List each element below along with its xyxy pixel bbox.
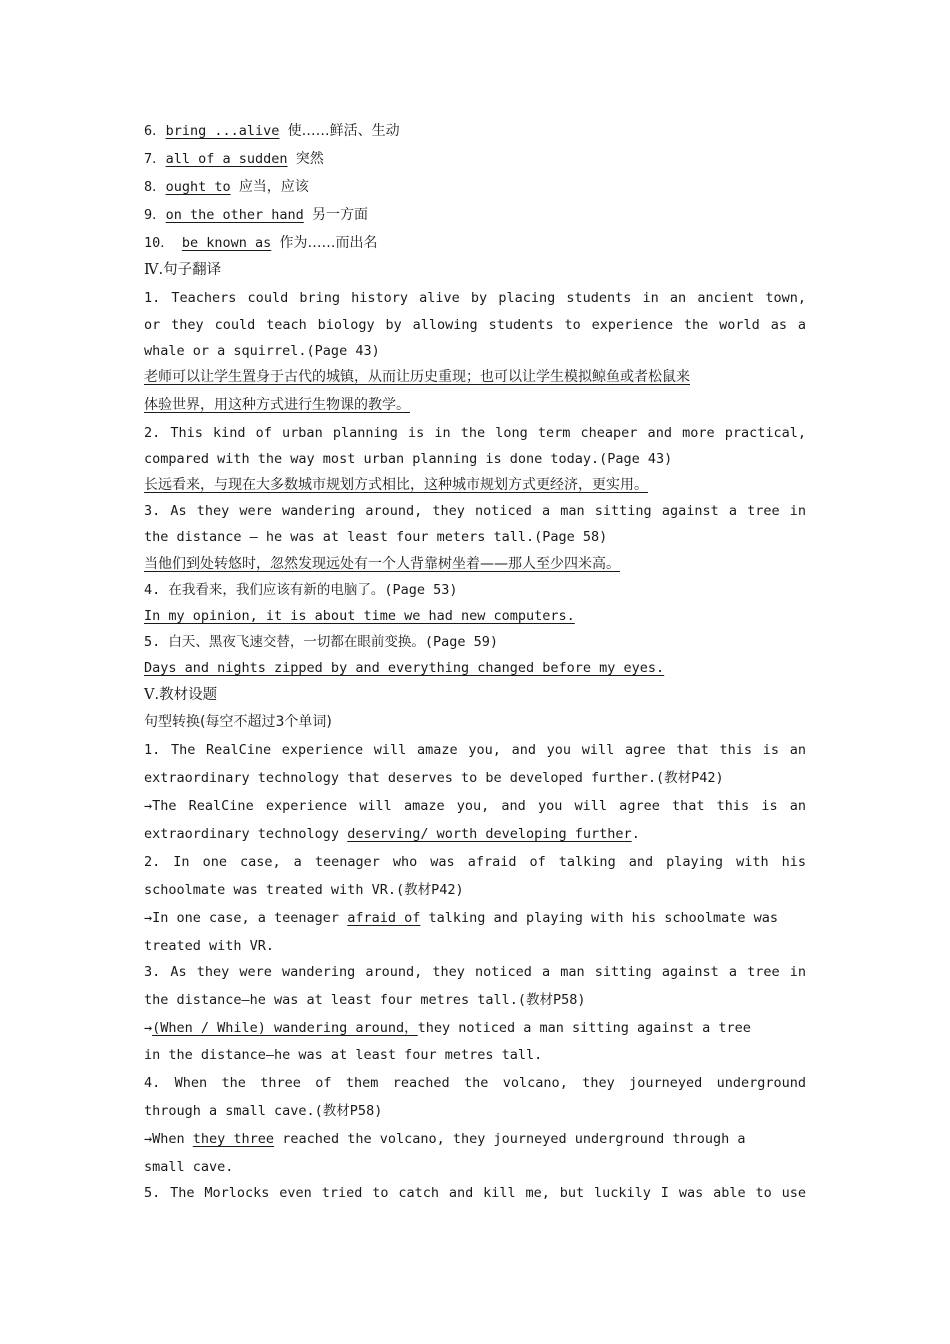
section-heading: Ⅴ.教材设题 xyxy=(144,686,218,703)
answer-blank: afraid of xyxy=(347,909,421,926)
question-text: 5. 白天、黑夜飞速交替，一切都在眼前变换。(Page 59) xyxy=(144,634,499,651)
phrase-item: 8．ought to 应当，应该 xyxy=(144,178,309,195)
rewrite-text: →The RealCine experience will amaze you, and you will agree that this is an xyxy=(144,798,806,815)
rewrite-text: small cave. xyxy=(144,1159,234,1175)
phrase-answer: bring ...alive xyxy=(165,123,280,139)
question-text: 5. The Morlocks even tried to catch and kill me, but luckily I was able to use xyxy=(144,1185,806,1202)
rewrite-text: treated with VR. xyxy=(144,937,275,954)
phrase-answer: on the other hand xyxy=(165,206,304,223)
rewrite-text: →In one case, a teenager afraid of talking and playing with his schoolmate was xyxy=(144,909,778,926)
answer-text: Days and nights zipped by and everything changed before my eyes. xyxy=(144,660,665,677)
answer-text: 当他们到处转悠时，忽然发现远处有一个人背靠树坐着——那人至少四米高。 xyxy=(144,555,620,572)
question-text: the distance — he was at least four meters tall.(Page 58) xyxy=(144,529,608,546)
question-text: 4. 在我看来，我们应该有新的电脑了。(Page 53) xyxy=(144,581,458,598)
rewrite-text: →When they three reached the volcano, they journeyed underground through a xyxy=(144,1131,746,1148)
answer-blank: deserving/ worth developing further xyxy=(347,826,632,843)
phrase-answer: ought to xyxy=(165,178,231,195)
section-heading: Ⅳ.句子翻译 xyxy=(144,262,222,279)
question-text: 1. The RealCine experience will amaze you, and you will agree that this is an xyxy=(144,742,806,759)
answer-blank: (When / While) wandering around， xyxy=(152,1019,418,1036)
question-text: 2. This kind of urban planning is in the long term cheaper and more practical, xyxy=(144,424,806,441)
document-page xyxy=(144,118,806,1208)
phrase-answer: all of a sudden xyxy=(165,150,288,167)
question-text: 2. In one case, a teenager who was afraid of talking and playing with his xyxy=(144,853,806,870)
question-text: schoolmate was treated with VR.(教材P42) xyxy=(144,881,464,898)
question-text: whale or a squirrel.(Page 43) xyxy=(144,342,380,359)
phrase-item: 7．all of a sudden 突然 xyxy=(144,150,324,167)
answer-text: 长远看来，与现在大多数城市规划方式相比，这种城市规划方式更经济，更实用。 xyxy=(144,477,648,494)
phrase-item: 6．bring ...alive 使……鲜活、生动 xyxy=(144,123,400,139)
question-text: the distance—he was at least four metres tall.(教材P58) xyxy=(144,991,586,1008)
answer-blank: they three xyxy=(192,1131,275,1148)
question-text: extraordinary technology that deserves to be developed further.(教材P42) xyxy=(144,770,724,787)
answer-text: 体验世界，用这种方式进行生物课的教学。 xyxy=(144,396,410,413)
question-text: through a small cave.(教材P58) xyxy=(144,1103,383,1120)
answer-text: 老师可以让学生置身于古代的城镇，从而让历史重现；也可以让学生模拟鲸鱼或者松鼠来 xyxy=(144,368,690,385)
rewrite-text: in the distance—he was at least four metres tall. xyxy=(144,1047,543,1064)
answer-text: In my opinion, it is about time we had new computers. xyxy=(144,608,575,624)
question-text: compared with the way most urban planning is done today.(Page 43) xyxy=(144,450,673,467)
section-subheading: 句型转换(每空不超过3个单词) xyxy=(144,714,332,731)
phrase-item: 9．on the other hand 另一方面 xyxy=(144,206,368,223)
question-text: 3. As they were wandering around, they noticed a man sitting against a tree in xyxy=(144,503,806,520)
question-text: 3. As they were wandering around, they noticed a man sitting against a tree in xyxy=(144,963,806,980)
phrase-item: 10． be known as 作为……而出名 xyxy=(144,234,378,251)
rewrite-text: →(When / While) wandering around，they noticed a man sitting against a tree xyxy=(144,1019,751,1036)
rewrite-text: extraordinary technology deserving/ worth developing further. xyxy=(144,826,640,843)
question-text: 1. Teachers could bring history alive by placing students in an ancient town, xyxy=(144,290,806,307)
phrase-answer: be known as xyxy=(181,234,272,251)
question-text: or they could teach biology by allowing students to experience the world as a xyxy=(144,316,806,333)
question-text: 4. When the three of them reached the volcano, they journeyed underground xyxy=(144,1075,806,1092)
